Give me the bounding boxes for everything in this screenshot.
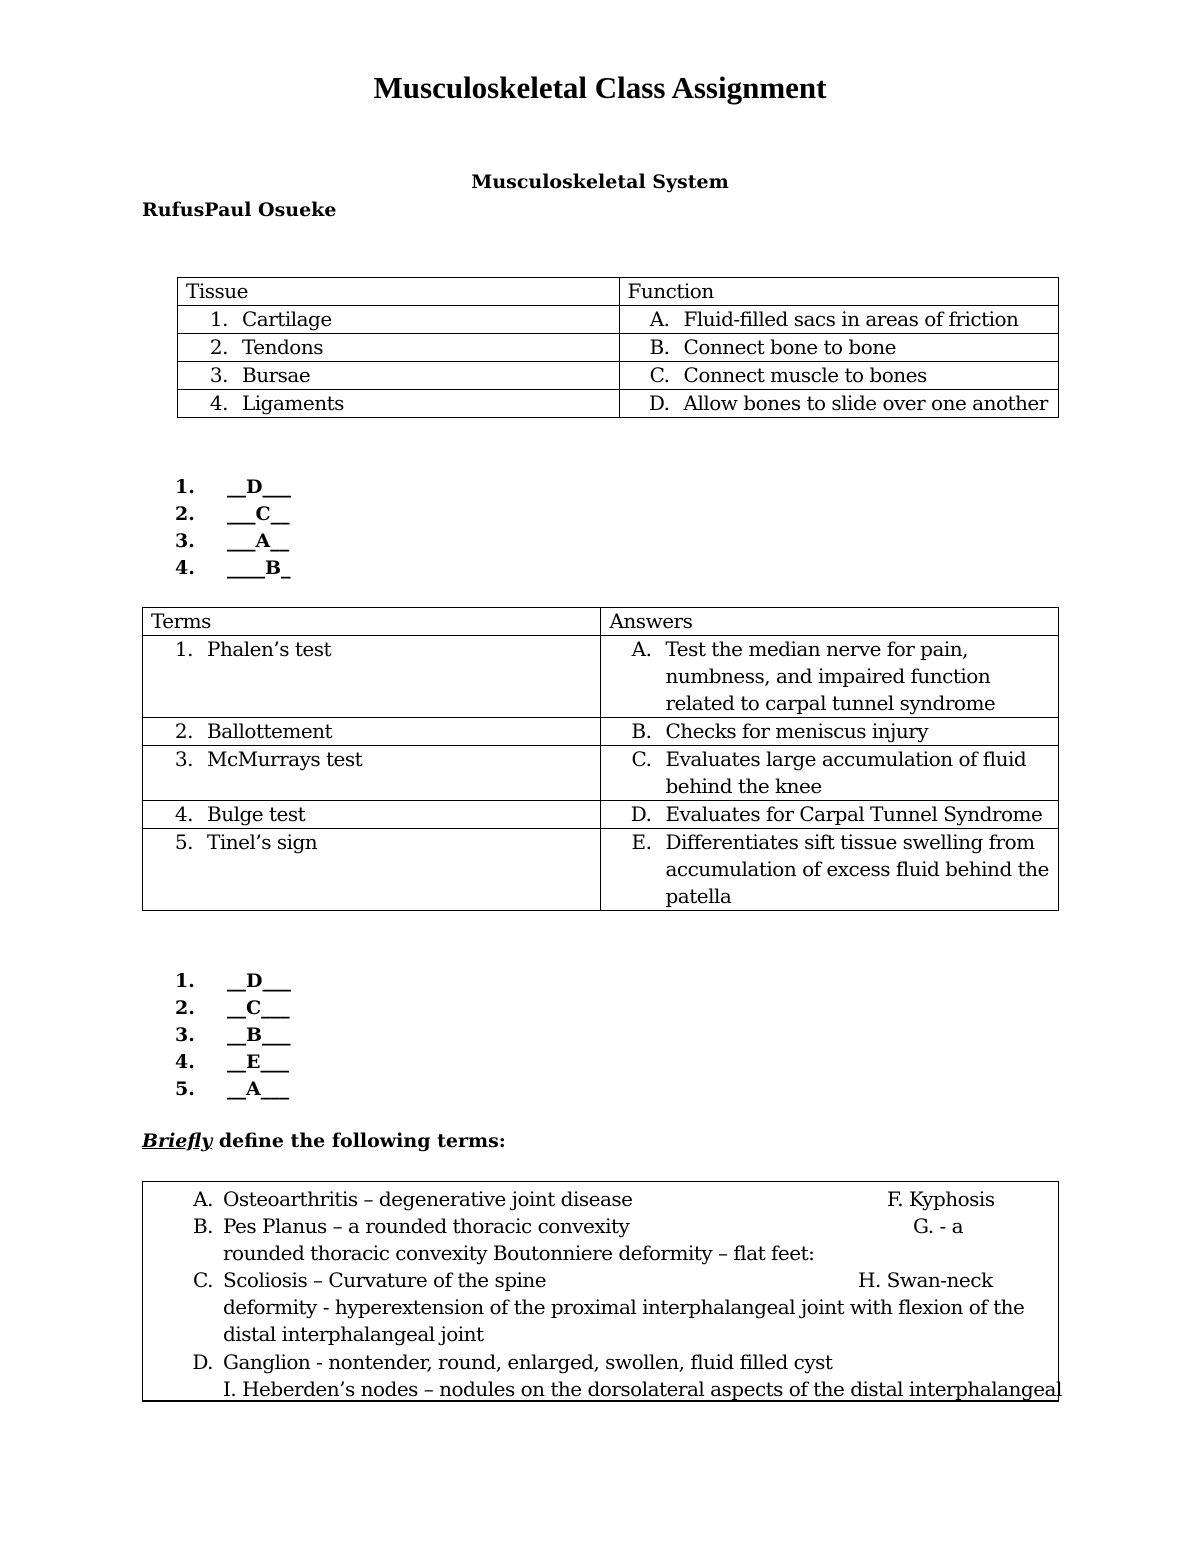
term-name: Ballottement	[207, 719, 333, 743]
def-letter: A.	[193, 1187, 213, 1211]
def-g: G. - a	[913, 1214, 964, 1238]
row-number: 3.	[174, 747, 193, 771]
answer-number: 3.	[175, 530, 195, 552]
answer-desc: Evaluates large accumulation of fluid behind the knee	[665, 747, 1027, 798]
row-letter: C.	[631, 747, 652, 771]
def-swan-neck-cont: deformity - hyperextension of the proximal interphalangeal joint with flexion of the	[223, 1295, 1025, 1319]
answer-number: 4.	[175, 1051, 195, 1073]
table-row	[178, 362, 1059, 390]
list-item	[175, 501, 291, 528]
answer-number: 2.	[175, 503, 195, 525]
def-letter: B.	[192, 1214, 213, 1238]
column-header-terms: Terms	[143, 608, 601, 636]
row-number: 3.	[209, 363, 228, 387]
answer-number: 3.	[175, 1024, 195, 1046]
row-number: 2.	[174, 719, 193, 743]
answer-number: 1.	[175, 476, 195, 498]
definitions-heading	[142, 1130, 506, 1152]
answer-value: __B___	[227, 1024, 291, 1046]
tissue-function-table	[177, 277, 1059, 418]
row-letter: D.	[648, 391, 670, 415]
tissue-term: Ligaments	[242, 391, 344, 415]
definitions-box	[142, 1181, 1062, 1402]
answer-desc: Test the median nerve for pain, numbness, and impaired function related to carpal tunnel syndrome	[665, 637, 996, 715]
table-row	[143, 636, 1059, 718]
answer-value: __D___	[227, 476, 291, 498]
table-row	[143, 718, 1059, 746]
answer-value: ___A__	[227, 530, 290, 552]
row-letter: D.	[630, 802, 652, 826]
column-header-answers: Answers	[601, 608, 1059, 636]
def-kyphosis: F. Kyphosis	[887, 1187, 995, 1211]
answer-value: __C___	[227, 997, 290, 1019]
def-letter: C.	[193, 1268, 213, 1292]
row-letter: C.	[649, 363, 670, 387]
row-number: 2.	[209, 335, 228, 359]
def-ganglion: Ganglion - nontender, round, enlarged, swollen, fluid filled cyst	[223, 1350, 833, 1374]
table-row	[143, 746, 1059, 801]
column-header-tissue: Tissue	[178, 278, 620, 306]
row-number: 1.	[209, 307, 228, 331]
list-item	[175, 474, 291, 501]
tissue-term: Tendons	[242, 335, 323, 359]
function-desc: Connect bone to bone	[683, 335, 896, 359]
list-item	[175, 1022, 291, 1049]
def-osteoarthritis: Osteoarthritis – degenerative joint disease	[223, 1187, 633, 1211]
row-letter: A.	[649, 307, 670, 331]
row-number: 4.	[174, 802, 193, 826]
table-row	[178, 390, 1059, 418]
list-item	[175, 995, 291, 1022]
answer-number: 2.	[175, 997, 195, 1019]
row-number: 4.	[209, 391, 228, 415]
function-desc: Allow bones to slide over one another	[683, 391, 1048, 415]
answer-value: ____B_	[227, 557, 291, 579]
term-name: McMurrays test	[207, 747, 363, 771]
answer-list-2	[175, 968, 291, 1103]
def-pes-planus: Pes Planus – a rounded thoracic convexity	[223, 1214, 630, 1238]
table-header-row	[143, 608, 1059, 636]
answer-value: __A___	[227, 1078, 290, 1100]
author-name: RufusPaul Osueke	[142, 199, 337, 221]
row-number: 1.	[174, 637, 193, 661]
tissue-term: Cartilage	[242, 307, 332, 331]
answer-value: ___C__	[227, 503, 290, 525]
term-name: Bulge test	[207, 802, 306, 826]
list-item	[175, 528, 291, 555]
row-letter: A.	[631, 637, 652, 661]
answer-number: 1.	[175, 970, 195, 992]
function-desc: Fluid-filled sacs in areas of friction	[683, 307, 1019, 331]
row-number: 5.	[174, 830, 193, 854]
heading-emphasis: Briefly	[142, 1130, 213, 1152]
row-letter: B.	[631, 719, 652, 743]
term-name: Tinel’s sign	[207, 830, 318, 854]
def-letter: D.	[192, 1350, 213, 1374]
list-item	[175, 1076, 291, 1103]
heading-rest: define the following terms:	[212, 1130, 506, 1152]
row-letter: E.	[631, 830, 652, 854]
answer-value: __E___	[227, 1051, 289, 1073]
table-row	[143, 801, 1059, 829]
page-title: Musculoskeletal Class Assignment	[373, 70, 827, 105]
def-swan-neck: H. Swan-neck	[858, 1268, 993, 1292]
def-scoliosis: Scoliosis – Curvature of the spine	[223, 1268, 547, 1292]
answer-desc: Checks for meniscus injury	[665, 719, 929, 743]
table-row	[178, 334, 1059, 362]
def-swan-neck-cont2: distal interphalangeal joint	[223, 1322, 484, 1346]
table-header-row	[178, 278, 1059, 306]
function-desc: Connect muscle to bones	[683, 363, 927, 387]
def-heberdens-nodes: I. Heberden’s nodes – nodules on the dorsolateral aspects of the distal interphalangeal	[223, 1377, 1062, 1401]
tissue-term: Bursae	[242, 363, 311, 387]
answer-number: 4.	[175, 557, 195, 579]
terms-answers-table	[142, 607, 1059, 911]
answer-value: __D___	[227, 970, 291, 992]
list-item	[175, 1049, 291, 1076]
table-row	[178, 306, 1059, 334]
column-header-function: Function	[619, 278, 1058, 306]
answer-desc: Differentiates sift tissue swelling from accumulation of excess fluid behind the patella	[665, 830, 1049, 908]
section-subtitle: Musculoskeletal System	[471, 171, 729, 193]
answer-number: 5.	[175, 1078, 195, 1100]
term-name: Phalen’s test	[207, 637, 332, 661]
answer-list-1	[175, 474, 291, 582]
def-pes-planus-cont: rounded thoracic convexity Boutonniere deformity – flat feet:	[223, 1241, 815, 1265]
answer-desc: Evaluates for Carpal Tunnel Syndrome	[665, 802, 1043, 826]
list-item	[175, 555, 291, 582]
list-item	[175, 968, 291, 995]
row-letter: B.	[649, 335, 670, 359]
table-row	[143, 829, 1059, 911]
